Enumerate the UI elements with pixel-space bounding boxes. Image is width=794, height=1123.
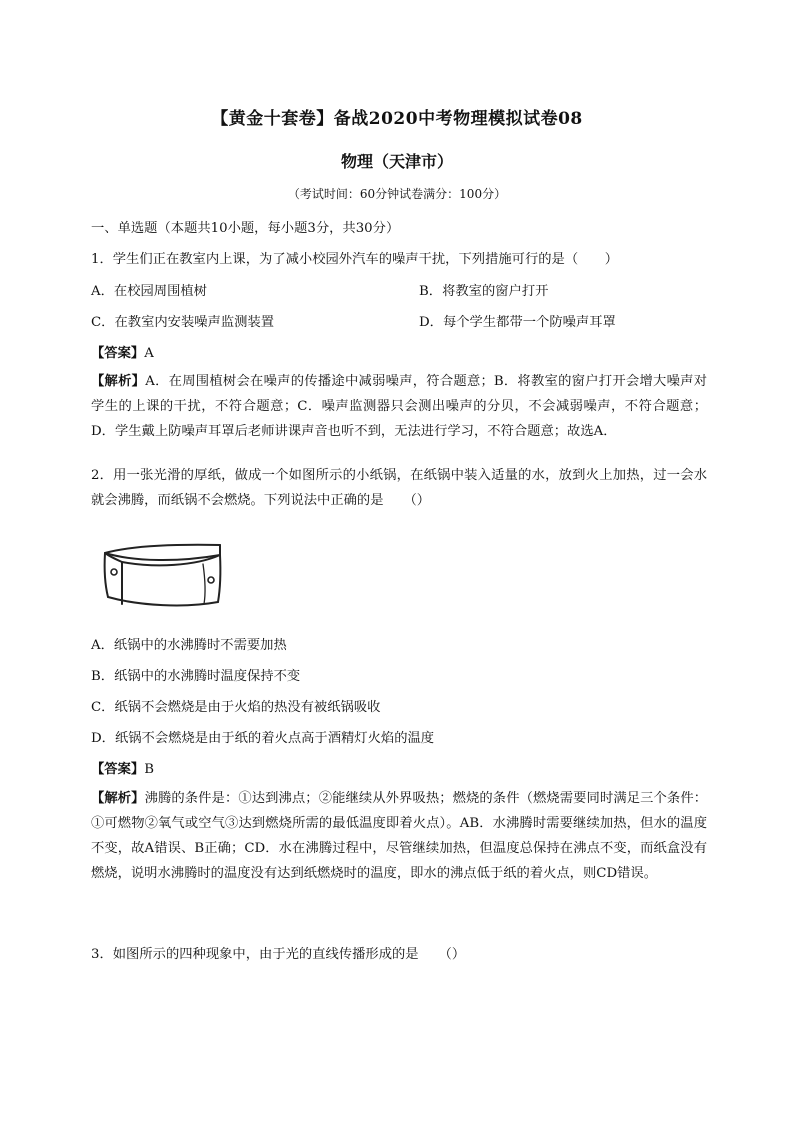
q1-answer — [91, 342, 154, 361]
q2-option-c: C．纸锅不会燃烧是由于火焰的热没有被纸锅吸收 — [91, 700, 381, 715]
q2-stem: 2．用一张光滑的厚纸，做成一个如图所示的小纸锅，在纸锅中装入适量的水，放到火上加热，过一会水就会沸腾，而纸锅不会燃烧。下列说法中正确的是 （） — [91, 468, 707, 508]
section-heading: 一、单选题（本题共10小题，每小题3分，共30分） — [91, 221, 400, 236]
q1-answer-label: 【答案】 — [91, 346, 145, 361]
q2-analysis-text: 沸腾的条件是：①达到沸点；②能继续从外界吸热；燃烧的条件（燃烧需要同时满足三个条件：①可燃物②氧气或空气③达到燃烧所需的最低温度即着火点）。AB．水沸腾时需要继续加热，但水的温度不变，故A错误、B正确；CD．水在沸腾过程中，尽管继续加热，但温度总保持在沸点不变，而纸盒没有燃烧，说明水沸腾时的温度没有达到纸燃烧时的温度，即水的沸点低于纸的着火点，则CD错误。 — [91, 791, 708, 881]
pot-bottom — [108, 597, 218, 605]
pot-clip-left — [111, 569, 117, 575]
q2-analysis-label: 【解析】 — [91, 791, 145, 806]
exam-meta: （考试时间：60分钟试卷满分：100分） — [287, 187, 507, 201]
q1-answer-value: A — [144, 346, 154, 361]
q1-option-c: C．在教室内安装噪声监测装置 — [91, 315, 275, 330]
pot-rim-back — [105, 545, 220, 553]
pot-clip-right — [208, 577, 214, 583]
q2-option-d: D．纸锅不会燃烧是由于纸的着火点高于酒精灯火焰的温度 — [91, 731, 435, 746]
q2-analysis — [91, 786, 707, 886]
q2-option-b: B．纸锅中的水沸腾时温度保持不变 — [91, 669, 301, 684]
q2-answer — [91, 758, 154, 777]
q2-answer-label: 【答案】 — [91, 762, 145, 777]
pot-right-side — [218, 555, 220, 602]
q1-analysis-text: A．在周围植树会在噪声的传播途中减弱噪声，符合题意；B．将教室的窗户打开会增大噪声对学生的上课的干扰，不符合题意；C．噪声监测器只会测出噪声的分贝，不会减弱噪声，不符合题意；D．学生戴上防噪声耳罩后老师讲课声音也听不到，无法进行学习，不符合题意；故选A． — [91, 374, 708, 439]
q1-stem: 1．学生们正在教室内上课，为了减小校园外汽车的噪声干扰，下列措施可行的是（ ） — [91, 252, 619, 267]
pot-right-fold — [203, 564, 205, 604]
q2-answer-value: B — [144, 762, 154, 777]
q2-option-a: A．纸锅中的水沸腾时不需要加热 — [91, 638, 287, 653]
document-subtitle: 物理（天津市） — [340, 152, 453, 171]
q1-option-d: D．每个学生都带一个防噪声耳罩 — [419, 315, 616, 330]
pot-rim-front — [105, 553, 220, 560]
document-title: 【黄金十套卷】备战2020中考物理模拟试卷08 — [211, 109, 583, 129]
q1-option-b: B．将教室的窗户打开 — [419, 284, 549, 299]
q3-stem: 3．如图所示的四种现象中，由于光的直线传播形成的是 （） — [91, 947, 466, 962]
pot-left-side — [105, 553, 108, 597]
q1-option-a: A．在校园周围植树 — [91, 284, 207, 299]
paper-pot-figure — [100, 540, 230, 618]
q1-analysis — [91, 369, 707, 444]
q1-analysis-label: 【解析】 — [91, 374, 146, 389]
